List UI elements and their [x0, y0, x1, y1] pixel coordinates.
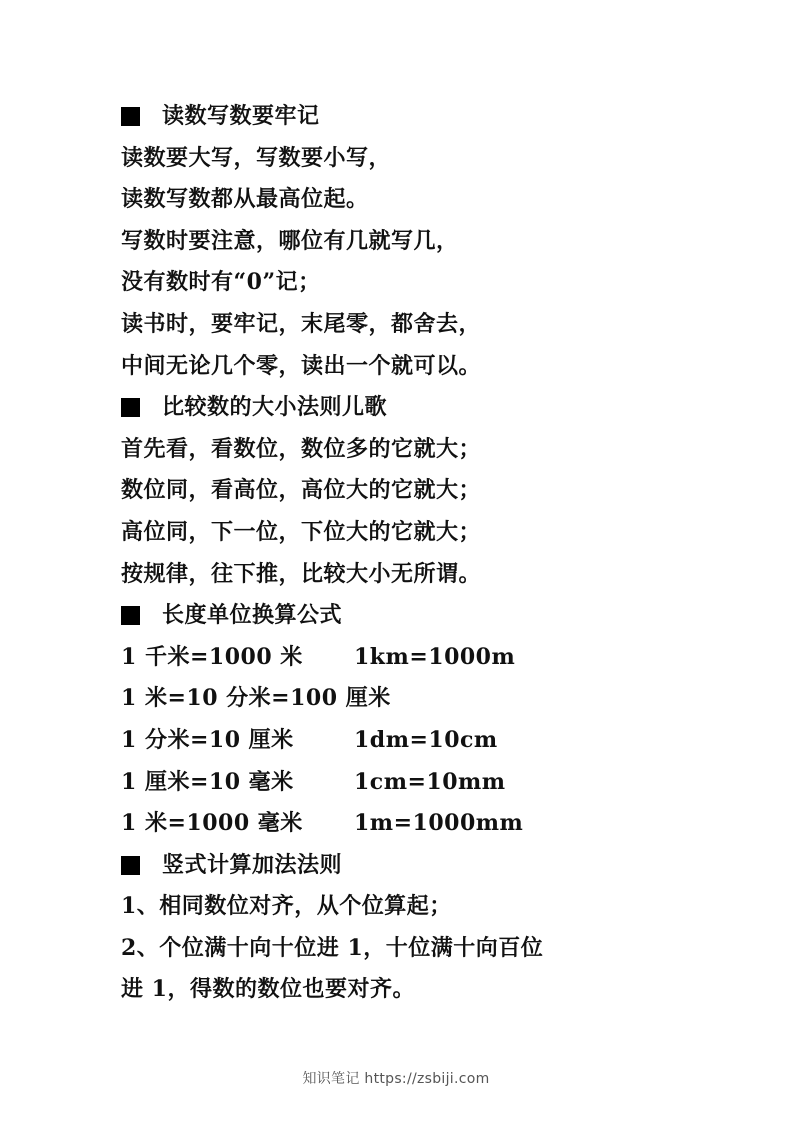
section-heading-vertical-addition — [121, 845, 721, 887]
section-heading-compare-numbers — [121, 387, 721, 429]
page-footer: 知识笔记 https://zsbiji.com — [302, 1071, 490, 1087]
section-heading-length-units — [121, 595, 721, 637]
text-line: 高位同，下一位，下位大的它就大； — [121, 518, 482, 545]
unit-formula-chinese: 1 千米=1000 米 — [121, 643, 303, 670]
unit-conversion-row — [121, 762, 721, 804]
text-line: 写数时要注意，哪位有几就写几， — [121, 227, 459, 254]
text-line: 2、个位满十向十位进 1，十位满十向百位 — [121, 934, 544, 961]
heading-text: 长度单位换算公式 — [162, 602, 343, 629]
unit-formula-abbrev: 1dm=10cm — [354, 726, 498, 753]
text-line: 中间无论几个零，读出一个就可以。 — [121, 352, 482, 379]
text-line: 没有数时有“0”记； — [121, 269, 321, 296]
unit-conversion-row — [121, 637, 721, 679]
unit-formula-abbrev: 1m=1000mm — [354, 810, 524, 837]
heading-text: 读数写数要牢记 — [162, 103, 320, 129]
unit-formula-abbrev: 1cm=10mm — [354, 768, 506, 795]
unit-formula-abbrev: 1km=1000m — [354, 643, 516, 670]
section-heading-read-write — [121, 96, 721, 138]
unit-formula-chinese: 1 米=1000 毫米 — [121, 810, 303, 837]
heading-text: 比较数的大小法则儿歌 — [162, 394, 388, 421]
heading-text: 竖式计算加法法则 — [162, 851, 343, 878]
unit-conversion-row — [121, 720, 721, 762]
text-line: 首先看，看数位，数位多的它就大； — [121, 435, 482, 462]
text-line: 读书时，要牢记，末尾零，都舍去， — [121, 310, 482, 337]
unit-formula-chinese: 1 米=10 分米=100 厘米 — [121, 685, 391, 712]
unit-conversion-row — [121, 678, 721, 720]
black-square-bullet-icon — [121, 398, 140, 417]
black-square-bullet-icon — [121, 606, 140, 625]
black-square-bullet-icon — [121, 856, 140, 875]
document-body — [121, 96, 721, 1011]
text-line: 数位同，看高位，高位大的它就大； — [121, 477, 482, 504]
text-line: 按规律，往下推，比较大小无所谓。 — [121, 560, 482, 587]
text-line: 读数要大写，写数要小写， — [121, 144, 392, 171]
unit-conversion-row — [121, 803, 721, 845]
text-line: 读数写数都从最高位起。 — [121, 186, 369, 213]
text-line: 进 1，得数的数位也要对齐。 — [121, 976, 415, 1003]
text-line: 1、相同数位对齐，从个位算起； — [121, 893, 452, 920]
unit-formula-chinese: 1 厘米=10 毫米 — [121, 768, 294, 795]
black-square-bullet-icon — [121, 107, 140, 126]
unit-formula-chinese: 1 分米=10 厘米 — [121, 726, 294, 753]
